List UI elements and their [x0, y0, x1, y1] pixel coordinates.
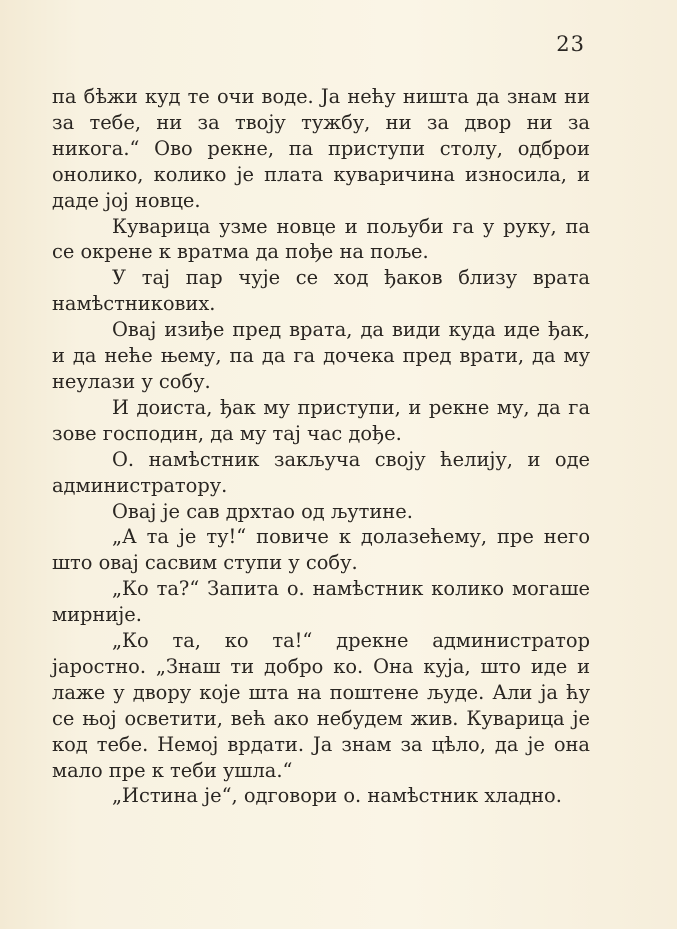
paragraph-11: „Истина је“, одговори о. намѣстник хладно.	[112, 784, 562, 808]
paragraph-4: Овај изиђе пред врата, да види куда иде ђак, и да неће њему, па да га дочека пред врати, да му неулази у собу.	[52, 318, 590, 393]
paragraph-3: У тај пар чује се ход ђаков близу врата намѣстникових.	[52, 266, 590, 316]
paragraph-9: „Ко та?“ Запита о. намѣстник колико могаше мирније.	[52, 577, 590, 627]
paragraph-8: „А та је ту!“ повиче к долазећему, пре него што овај сасвим ступи у собу.	[52, 525, 590, 575]
paragraph-7: Овај је сав дрхтао од љутине.	[112, 499, 413, 523]
page-text	[52, 84, 590, 809]
paragraph-10: „Ко та, ко та!“ дрекне администратор јаростно. „Знаш ти добро ко. Она куја, што иде и лаже у двору које шта на поштене људе. Али ја ћу се њој осветити, већ ако небудем жив. Куварица је код тебе. Немој врдати. Ја знам за цѣло, да је она мало пре к теби ушла.“	[52, 629, 590, 782]
paragraph-5: И доиста, ђак му приступи, и рекне му, да га зове господин, да му тај час дође.	[52, 395, 590, 445]
paragraph-2: Куварица узме новце и пољуби га у руку, па се окрене к вратма да пођe на поље.	[52, 214, 590, 264]
page-number: 23	[556, 32, 585, 56]
paragraph-6: О. намѣстник закључа своју ћелију, и оде администратору.	[52, 447, 590, 497]
paragraph-1: па бѣжи куд те очи воде. Ја нећу ништа да знам ни за тебе, ни за твоју тужбу, ни за двор ни за никога.“ Ово рекне, па приступи столу, одброи онолико, колико је плата куваричина износила, и даде јој новце.	[52, 85, 590, 212]
